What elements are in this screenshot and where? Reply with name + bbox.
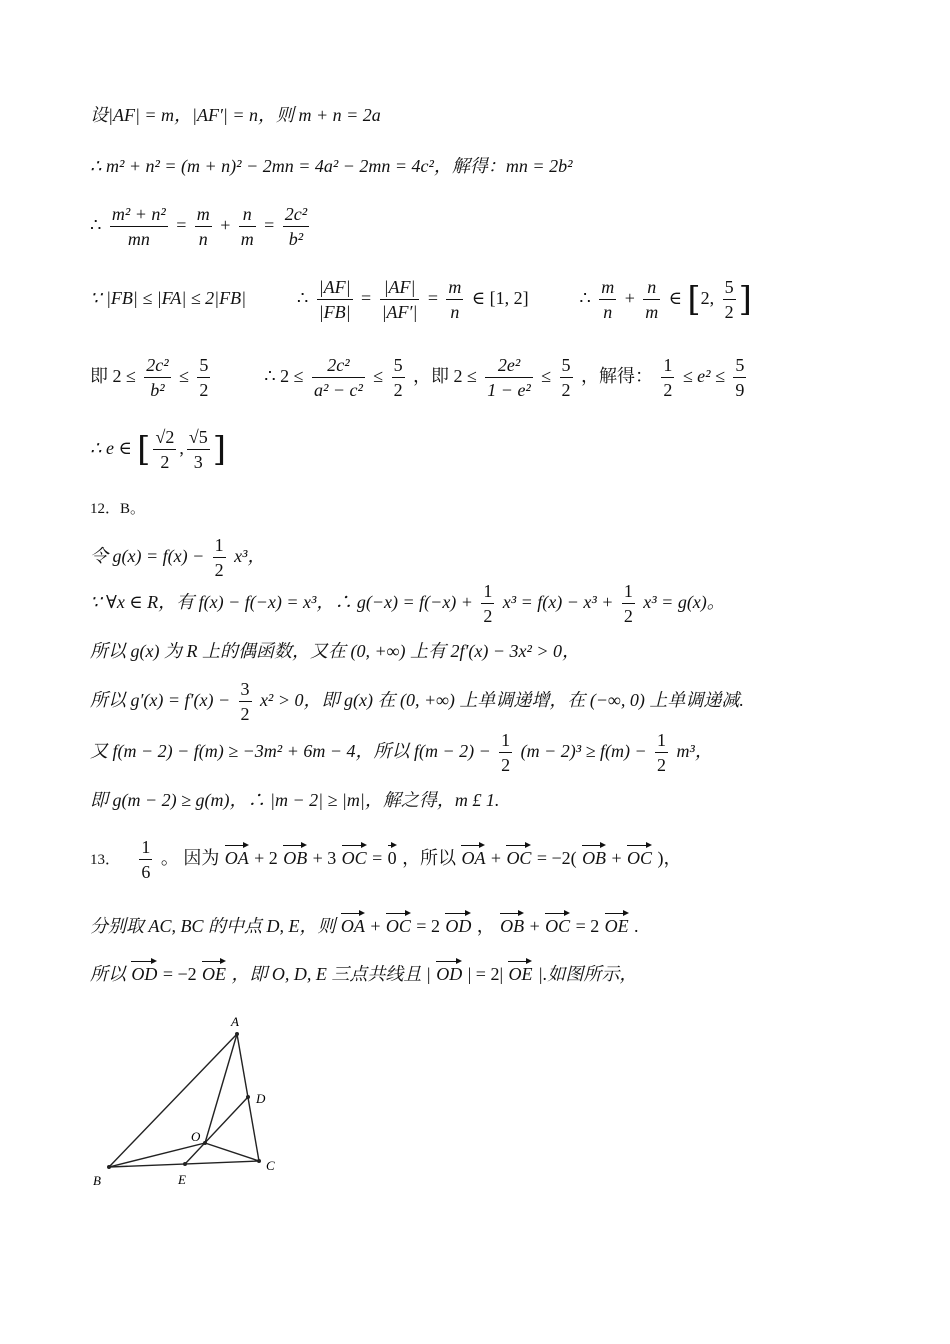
- math-text: = −2: [162, 964, 197, 984]
- math-text: ，即 2 ≤: [413, 366, 477, 386]
- vector-od: OD: [131, 964, 158, 984]
- point-e: [183, 1162, 187, 1166]
- vector-oc: OC: [506, 848, 532, 868]
- math-text: 分别取 AC, BC 的中点 D, E，则: [90, 916, 336, 936]
- label-o: O: [191, 1129, 201, 1144]
- vector-oa: OA: [340, 916, 365, 936]
- math-text: ∴ m² + n² = (m + n)² − 2mn = 4a² − 2mn = 4c²，解得：mn = 2b²: [90, 156, 573, 176]
- solution-line-16: [90, 965, 637, 984]
- math-text: = −2(: [536, 848, 577, 868]
- answer-fraction: $\frac{1}{6}$: [141, 837, 151, 882]
- fraction: $\frac{5}{9}$: [735, 355, 745, 400]
- fraction: $\frac{\text{2c²}}{\text{b²}}$: [284, 204, 308, 249]
- fraction: $\frac{m}{n}$: [601, 277, 615, 322]
- leq: ≤: [179, 366, 189, 386]
- math-text: .: [634, 916, 639, 936]
- solution-line-4: [90, 278, 752, 321]
- solution-line-12: [90, 731, 713, 774]
- vector-ob: OB: [582, 848, 607, 868]
- element-of: ∈: [668, 288, 682, 308]
- fraction: $\frac{5}{2}$: [393, 355, 403, 400]
- left-bracket: [: [137, 429, 151, 470]
- solution-line-8: [90, 536, 265, 579]
- left-bracket: [: [687, 279, 701, 320]
- right-bracket: ]: [212, 429, 226, 470]
- plus: +: [529, 916, 540, 936]
- fraction: $\frac{1}{2}$: [623, 581, 633, 626]
- plus: +: [490, 848, 502, 868]
- solution-line-11: [90, 680, 744, 723]
- math-text: ，所以: [402, 848, 457, 868]
- math-text: | = 2|: [467, 964, 504, 984]
- vector-oc: OC: [341, 848, 367, 868]
- vector-od: OD: [445, 916, 472, 936]
- math-text: 所以: [90, 964, 126, 984]
- math-text: ≤ e² ≤: [682, 366, 725, 386]
- math-text: ∈ [1, 2]: [471, 288, 529, 308]
- fraction: $\frac{n}{m}$: [645, 277, 659, 322]
- vector-oc: OC: [385, 916, 411, 936]
- solution-line-13: [90, 791, 499, 810]
- math-text: = 2: [575, 916, 600, 936]
- equals: =: [427, 288, 438, 308]
- therefore-symbol: ∴: [90, 215, 102, 235]
- math-text: )，: [657, 848, 682, 868]
- math-text: 。 因为: [160, 848, 220, 868]
- triangle-figure: [88, 1010, 298, 1200]
- math-text: x³，: [234, 546, 266, 566]
- math-text: ∴ 2 ≤: [264, 366, 304, 386]
- solution-line-3: [90, 205, 312, 248]
- math-text: ，即 O, D, E 三点共线且 |: [231, 964, 431, 984]
- leq: ≤: [373, 366, 384, 386]
- math-text: x³ = g(x)。: [643, 592, 725, 612]
- label-b: B: [93, 1173, 101, 1188]
- label-c: C: [266, 1158, 275, 1173]
- math-text: m³，: [676, 741, 713, 761]
- answer-13-line: [90, 838, 681, 881]
- solution-line-10: [90, 642, 580, 661]
- answer-12-heading: [90, 500, 145, 517]
- vector-oe: OE: [202, 964, 227, 984]
- fraction: $\frac{|AF|}{|AF'|}$: [381, 277, 418, 322]
- comma: ,: [179, 438, 184, 458]
- solution-line-6: [90, 428, 226, 471]
- vector-oa: OA: [224, 848, 249, 868]
- fraction: $\frac{\text{2c²}}{\text{b²}}$: [146, 355, 169, 400]
- fraction: $\frac{3}{2}$: [240, 679, 250, 724]
- fraction: $\frac{\text{2c²}}{\text{a² − c²}}$: [313, 355, 363, 400]
- label-a: A: [231, 1014, 239, 1029]
- fraction: $\frac{5}{2}$: [561, 355, 571, 400]
- math-text: 又 f(m − 2) − f(m) ≥ −3m² + 6m − 4，所以 f(m − 2) −: [90, 741, 491, 761]
- math-text: 所以 g′(x) = f′(x) −: [90, 690, 231, 710]
- point-a: [235, 1032, 239, 1036]
- plus: +: [611, 848, 622, 868]
- fraction: $\frac{5}{2}$: [724, 277, 734, 322]
- leq: ≤: [541, 366, 552, 386]
- fraction: $\frac{5}{2}$: [199, 355, 209, 400]
- vector-oe: OE: [508, 964, 533, 984]
- equals: =: [372, 848, 383, 868]
- math-text: 所以 g(x) 为 R 上的偶函数，又在 (0, +∞) 上有 2f′(x) − 3x² > 0，: [90, 641, 581, 661]
- math-text: ∵ |FB| ≤ |FA| ≤ 2|FB|: [90, 288, 247, 308]
- math-text: 12．B。: [90, 501, 146, 517]
- math-text: = 2: [416, 916, 440, 936]
- fraction: $\frac{n}{m}$: [240, 204, 254, 249]
- solution-line-15: [90, 917, 639, 936]
- fraction: $\frac{√2}{2}$: [155, 427, 175, 472]
- math-text: ∵ ∀x ∈ R，有 f(x) − f(−x) = x³，∴ g(−x) = f(−x) +: [90, 592, 473, 612]
- math-text: 即 g(m − 2) ≥ g(m)，∴ |m − 2| ≥ |m|，解之得，m £ 1.: [90, 790, 500, 810]
- label-d: D: [256, 1091, 266, 1106]
- vector-oa: OA: [461, 848, 486, 868]
- fraction: $\frac{|AF|}{|FB|}$: [318, 277, 351, 322]
- vector-od: OD: [436, 964, 463, 984]
- fraction: $\frac{1}{2}$: [663, 355, 673, 400]
- equals: =: [176, 215, 187, 235]
- solution-line-5: [90, 356, 749, 399]
- plus: +: [624, 288, 635, 308]
- math-text: (m − 2)³ ≥ f(m) −: [520, 741, 647, 761]
- math-text: x² > 0，即 g(x) 在 (0, +∞) 上单调递增，在 (−∞, 0) 上单调递减.: [259, 690, 744, 710]
- math-text: 2,: [700, 288, 715, 308]
- fraction: $\frac{m}{n}$: [448, 277, 462, 322]
- fraction: $\frac{1}{2}$: [657, 730, 667, 775]
- point-c: [257, 1159, 261, 1163]
- fraction: $\frac{1}{2}$: [483, 581, 493, 626]
- math-text: x³ = f(x) − x³ +: [502, 592, 614, 612]
- fraction: $\frac{√5}{3}$: [188, 427, 208, 472]
- vector-ob: OB: [283, 848, 308, 868]
- plus: +: [220, 215, 231, 235]
- math-text: ，: [476, 916, 495, 936]
- right-bracket: ]: [738, 279, 752, 320]
- fraction: $\frac{m}{n}$: [196, 204, 210, 249]
- label-e: E: [178, 1172, 186, 1187]
- math-text: |.如图所示，: [537, 964, 638, 984]
- vector-oe: OE: [604, 916, 629, 936]
- math-text: ∴ e ∈: [90, 438, 132, 458]
- math-text: + 2: [254, 848, 278, 868]
- math-text: 13．: [90, 852, 121, 868]
- therefore-symbol: ∴: [579, 288, 591, 308]
- math-text: ，解得：: [580, 366, 653, 386]
- fraction: $\frac{1}{2}$: [214, 535, 224, 580]
- vector-ob: OB: [500, 916, 525, 936]
- therefore-symbol: ∴: [296, 288, 309, 308]
- vector-oc: OC: [627, 848, 653, 868]
- math-text: + 3: [312, 848, 337, 868]
- equals: =: [264, 215, 275, 235]
- fraction: $\frac{\text{2e²}}{\text{1 − e²}}$: [487, 355, 531, 400]
- fraction: $\frac{\text{m² + n²}}{mn}$: [111, 204, 166, 249]
- math-text: 设|AF| = m，|AF′| = n，则 m + n = 2a: [90, 105, 381, 125]
- segment-co: [205, 1143, 259, 1161]
- solution-line-2: [90, 157, 572, 176]
- fraction: $\frac{1}{2}$: [501, 730, 511, 775]
- zero-vector: 0: [387, 848, 397, 868]
- plus: +: [370, 916, 381, 936]
- vector-oc: OC: [545, 916, 571, 936]
- equals: =: [361, 288, 372, 308]
- point-b: [107, 1165, 111, 1169]
- math-text: 即 2 ≤: [90, 366, 136, 386]
- solution-line-1: [90, 106, 381, 125]
- point-o: [203, 1141, 207, 1145]
- solution-line-9: [90, 582, 725, 625]
- math-text: 令 g(x) = f(x) −: [90, 546, 205, 566]
- point-d: [246, 1095, 250, 1099]
